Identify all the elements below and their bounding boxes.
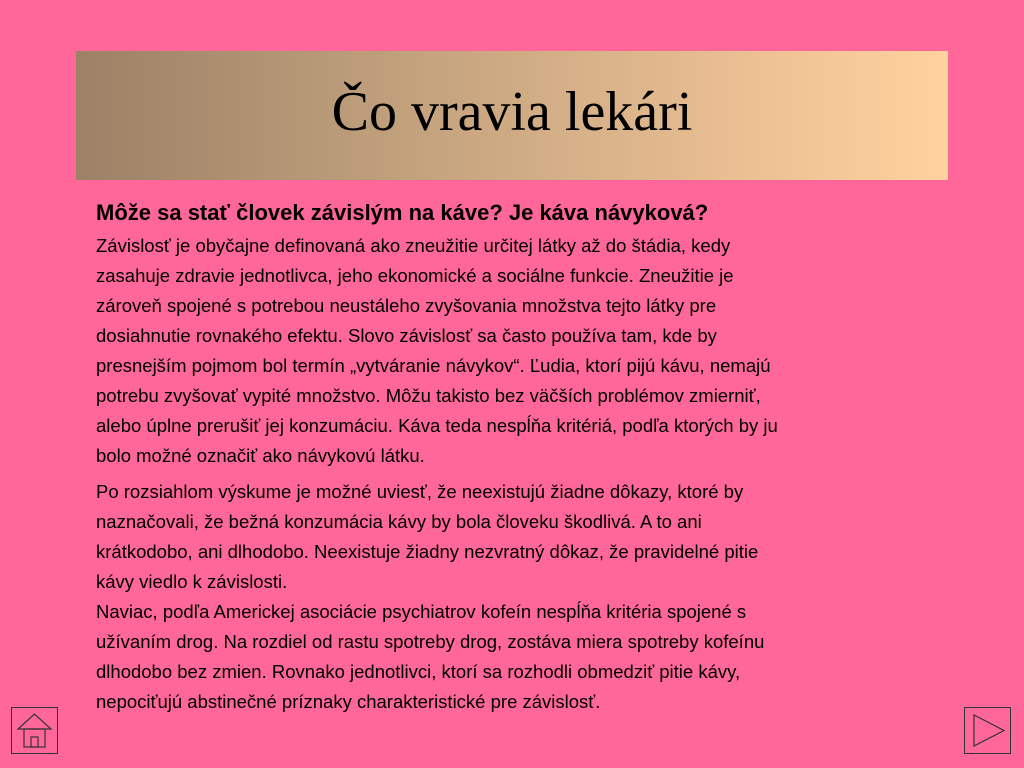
text-line: potrebu zvyšovať vypité množstvo. Môžu takisto bez väčších problémov zmierniť, <box>96 385 761 406</box>
paragraph-1 <box>96 231 946 471</box>
next-slide-button[interactable] <box>964 707 1011 754</box>
text-line: užívaním drog. Na rozdiel od rastu spotreby drog, zostáva miera spotreby kofeínu <box>96 631 765 652</box>
home-button[interactable] <box>11 707 58 754</box>
text-line: zároveň spojené s potrebou neustáleho zvyšovania množstva tejto látky pre <box>96 295 717 316</box>
text-line: dosiahnutie rovnakého efektu. Slovo závislosť sa často používa tam, kde by <box>96 325 717 346</box>
text-line: bolo možné označiť ako návykovú látku. <box>96 445 425 466</box>
text-line: Naviac, podľa Americkej asociácie psychiatrov kofeín nespĺňa kritéria spojené s <box>96 601 747 622</box>
text-line: nepociťujú abstinečné príznaky charakteristické pre závislosť. <box>96 691 601 712</box>
text-line: krátkodobo, ani dlhodobo. Neexistuje žiadny nezvratný dôkaz, že pravidelné pitie <box>96 541 759 562</box>
text-line: alebo úplne prerušiť jej konzumáciu. Káva teda nespĺňa kritériá, podľa ktorých by ju <box>96 415 778 436</box>
home-icon <box>14 710 55 751</box>
text-line: presnejším pojmom bol termín „vytváranie návykov“. Ľudia, ktorí pijú kávu, nemajú <box>96 355 771 376</box>
text-line: Závislosť je obyčajne definovaná ako zneužitie určitej látky až do štádia, kedy <box>96 235 731 256</box>
text-line: zasahuje zdravie jednotlivca, jeho ekonomické a sociálne funkcie. Zneužitie je <box>96 265 734 286</box>
text-line: naznačovali, že bežná konzumácia kávy by bola človeku škodlivá. A to ani <box>96 511 702 532</box>
text-line: kávy viedlo k závislosti. <box>96 571 288 592</box>
page-title: Čo vravia lekári <box>331 80 693 143</box>
title-banner <box>76 51 948 180</box>
slide-content <box>96 197 946 717</box>
paragraph-2 <box>96 477 946 717</box>
question-heading: Môže sa stať človek závislým na káve? Je káva návyková? <box>96 200 709 225</box>
next-arrow-icon <box>967 710 1008 751</box>
text-line: Po rozsiahlom výskume je možné uviesť, že neexistujú žiadne dôkazy, ktoré by <box>96 481 744 502</box>
text-line: dlhodobo bez zmien. Rovnako jednotlivci, ktorí sa rozhodli obmedziť pitie kávy, <box>96 661 741 682</box>
